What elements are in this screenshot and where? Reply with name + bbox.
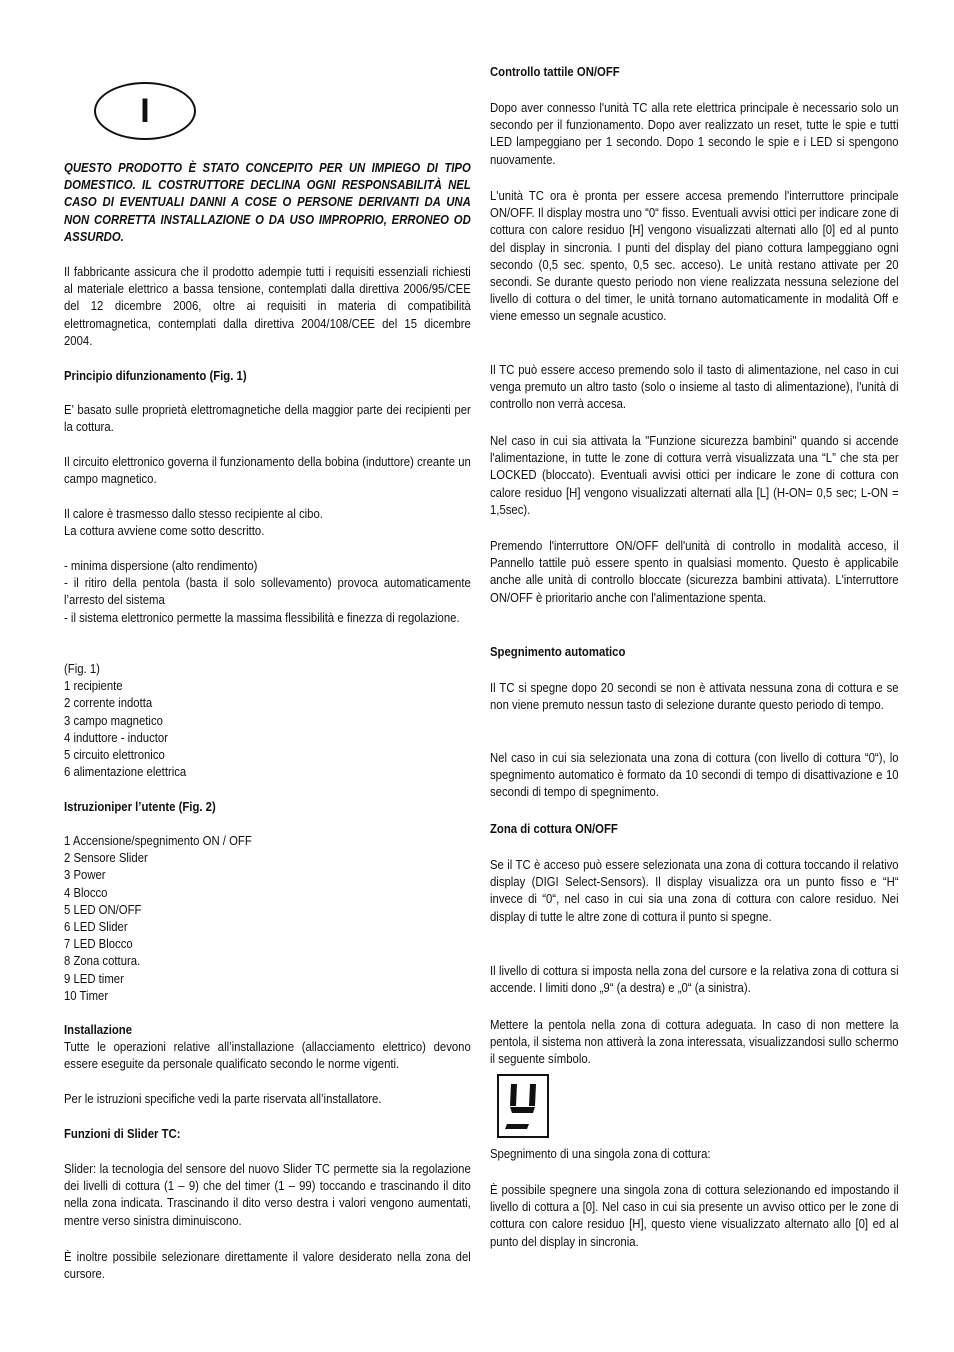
list-item: 4 Blocco	[64, 885, 108, 900]
single-zone-paragraph: È possibile spegnere una singola zona di cottura selezionando ed impostando il livello di cottura a [0]. Nel caso in cui sia presente un avviso ottico per le zone di cottura con calore residuo [H], questo viene visualizzato alternato allo [0] ed al punto del display in sincronia.	[490, 1183, 899, 1249]
list-item: - il sistema elettronico permette la massima flessibilità e finezza di regolazione.	[64, 610, 460, 625]
touch-paragraph-2: L'unità TC ora è pronta per essere accesa premendo l'interruttore principale ON/OFF. Il display mostra uno “0“ fisso. Eventuali avvisi ottici per indicare zone di cottura con calore residuo [H] vengono visualizzati alternati allo [0] ed al punto del display in sincronia. I punti del display del piano cottura lampeggiano ogni secondo (0,5 sec. spento, 0,5 sec. acceso). Le unità restano attivate per 20 secondi. Se durante questo periodo non viene realizzata nessuna selezione del livello di cottura o del timer, le unità tornano automaticamente in modalità Off e viene emesso un segnale acustico.	[490, 189, 899, 324]
list-item: 8 Zona cottura.	[64, 954, 141, 969]
installation-paragraph-2: Per le istruzioni specifiche vedi la parte riservata all’installatore.	[64, 1092, 382, 1106]
principle-paragraph-3	[64, 506, 471, 540]
principle-paragraph-1: E’ basato sulle proprietà elettromagnetiche della maggior parte dei recipienti per la cottura.	[64, 403, 471, 435]
language-badge	[94, 82, 196, 140]
list-item: 10 Timer	[64, 988, 109, 1003]
list-item: 5 circuito elettronico	[64, 748, 165, 763]
principle-heading: Principio difunzionamento (Fig. 1)	[64, 369, 247, 383]
list-item: 1 recipiente	[64, 679, 123, 694]
touch-control-heading: Controllo tattile ON/OFF	[490, 65, 620, 79]
warning-text: QUESTO PRODOTTO È STATO CONCEPITO PER UN IMPIEGO DI TIPO DOMESTICO. IL COSTRUTTORE DECLINA OGNI RESPONSABILITÀ NEL CASO DI EVENTUALI DANNI A COSE O PERSONE DERIVANTI DA UNA NON CORRETTA INSTALLAZIONE O DA USO IMPROPRIO, ERRONEO OD ASSURDO.	[64, 161, 471, 244]
list-item: 6 alimentazione elettrica	[64, 765, 187, 780]
slider-heading: Funzioni di Slider TC:	[64, 1127, 181, 1141]
conformity-text: Il fabbricante assicura che il prodotto adempie tutti i requisiti essenziali richiesti al materiale elettrico a bassa tensione, contemplati dalla direttiva 2006/95/CEE del 12 dicembre 2006, oltre ai requisiti in materia di compatibilità elettromagnetica, contemplati dalla direttiva 2004/108/CEE del 15 dicembre 2004.	[64, 265, 471, 348]
principle-line: Il calore è trasmesso dallo stesso recipiente al cibo.	[64, 507, 323, 521]
installation-paragraph-1: Tutte le operazioni relative all’installazione (allacciamento elettrico) devono essere eseguite da personale qualificato secondo le norme vigenti.	[64, 1040, 471, 1072]
zone-paragraph-2: Il livello di cottura si imposta nella zona del cursore e la relativa zona di cottura si accende. I limiti dono „9“ (a destra) e „0“ (a sinistra).	[490, 964, 899, 996]
slider-paragraph-2: È inoltre possibile selezionare direttamente il valore desiderato nella zona del cursore.	[64, 1250, 471, 1282]
principle-line: La cottura avviene come sotto descritto.	[64, 524, 265, 539]
principle-paragraph-2: Il circuito elettronico governa il funzionamento della bobina (induttore) creante un campo magnetico.	[64, 455, 471, 487]
list-item: 6 LED Slider	[64, 920, 128, 935]
list-item: 9 LED timer	[64, 971, 124, 986]
list-item: 3 Power	[64, 868, 106, 883]
no-pan-symbol-icon	[497, 1074, 549, 1138]
list-item: 2 Sensore Slider	[64, 851, 148, 866]
fig2-legend	[64, 833, 471, 1005]
slider-paragraph-1: Slider: la tecnologia del sensore del nuovo Slider TC permette sia la regolazione dei livelli di cottura (1 – 9) che del timer (1 – 99) toccando e trascinando il dito nella zona indicata. Trascinando il dito verso destra i valori vengono aumentati, mentre verso sinistra diminuiscono.	[64, 1162, 471, 1228]
touch-paragraph-1: Dopo aver connesso l'unità TC alla rete elettrica principale è necessario solo un secondo per il funzionamento. Dopo aver realizzato un reset, tutte le spie e tutti LED lampeggiano per 1 secondo. Dopo 1 secondo le spie e i LED si spengono nuovamente.	[490, 101, 899, 167]
list-item: (Fig. 1)	[64, 662, 100, 676]
seven-segment-u-icon	[499, 1076, 547, 1136]
language-letter: I	[140, 91, 150, 130]
list-item: - minima dispersione (alto rendimento)	[64, 559, 258, 573]
list-item: 2 corrente indotta	[64, 696, 153, 711]
auto-off-heading: Spegnimento automatico	[490, 645, 626, 659]
zone-paragraph-3: Mettere la pentola nella zona di cottura adeguata. In caso di non mettere la pentola, il sistema non attiverà la zona interessata, visualizzandosi sullo schermo il seguente símbolo.	[490, 1018, 899, 1067]
auto-off-paragraph-2: Nel caso in cui sia selezionata una zona di cottura (con livello di cottura “0“), lo spegnimento automatico è formato da 10 secondi di tempo di disattivazione e 10 secondi di tempo di spegnimento.	[490, 751, 899, 800]
instructions-heading: Istruzioniper l’utente (Fig. 2)	[64, 800, 216, 814]
touch-paragraph-4: Nel caso in cui sia attivata la "Funzione sicurezza bambini" quando si accende l'alimentazione, in tutte le zone di cottura verrà visualizzata una “L” che sta per LOCKED (bloccato). Eventuali avvisi ottici per indicare le zone di cottura con calore residuo [H] vengono visualizzati alternati alla [L] (H-ON= 0,5 sec; L-ON = 1,5sec).	[490, 434, 899, 517]
list-item: 4 induttore - inductor	[64, 730, 168, 745]
feature-list	[64, 558, 471, 627]
list-item: 7 LED Blocco	[64, 937, 133, 952]
installation-heading: Installazione	[64, 1023, 133, 1037]
touch-paragraph-3: Il TC può essere acceso premendo solo il tasto di alimentazione, nel caso in cui venga premuto un altro tasto (solo o insieme al tasto di alimentazione), l'unità di controllo non verrà accesa.	[490, 363, 899, 412]
touch-paragraph-5: Premendo l'interruttore ON/OFF dell'unità di controllo in modalità acceso, il Pannello tattile può essere spento in qualsiasi momento. Questo è applicabile anche alle unità di controllo bloccate (sicurezza bambini attivata). L'interruttore ON/OFF è prioritario anche con l'alimentazione spenta.	[490, 539, 899, 605]
list-item: 3 campo magnetico	[64, 713, 163, 728]
auto-off-paragraph-1: Il TC si spegne dopo 20 secondi se non è attivata nessuna zona di cottura e se non viene premuto nessun tasto di selezione durante questo periodo di tempo.	[490, 681, 899, 713]
zone-heading: Zona di cottura ON/OFF	[490, 822, 618, 836]
list-item: - il ritiro della pentola (basta il solo sollevamento) provoca automaticamente l’arresto del sistema	[64, 576, 471, 608]
fig1-legend	[64, 661, 471, 781]
list-item: 5 LED ON/OFF	[64, 902, 142, 917]
list-item: 1 Accensione/spegnimento ON / OFF	[64, 834, 252, 848]
zone-paragraph-1: Se il TC è acceso può essere selezionata una zona di cottura toccando il relativo display (DIGI Select-Sensors). Il display visualizza ora un punto fisso e “H“ invece di “0“, nel caso in cui sia una zona di cottura con calore residuo. Nei display di tutte le altre zone di cottura il punto si spegne.	[490, 858, 899, 924]
single-zone-title: Spegnimento di una singola zona di cottura:	[490, 1147, 711, 1161]
